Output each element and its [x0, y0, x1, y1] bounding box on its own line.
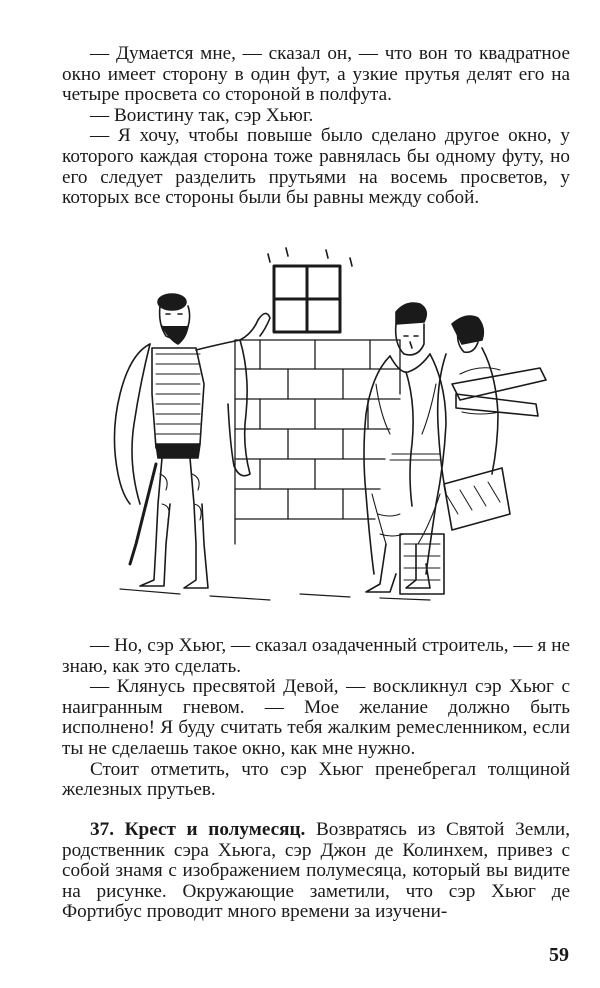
paragraph: Стоит отметить, что сэр Хьюг пренебрегал толщиной железных прутьев. [62, 758, 570, 801]
servant-figure [438, 316, 546, 530]
text-block-problem [62, 820, 570, 923]
builder-figure [364, 303, 446, 592]
problem-text: Возвратясь из Святой Земли, родственник сэра Хьюга, сэр Джон де Колинхем, привез с собой знамя с изображением полумесяца, который вы видите на рисунке. Окружающие заметили, что сэр Хьюг де Фортибус проводит много времени за изучени- [62, 819, 571, 923]
paragraph: — Я хочу, чтобы повыше было сделано другое окно, у которого каждая сторона тоже равнялась бы одному футу, но его следует разделить прутьями на восемь просветов, у которых все стороны были бы равны между собой. [62, 125, 570, 209]
paragraph: — Думается мне, — сказал он, — что вон то квадратное окно имеет сторону в один фут, а узкие прутья делят его на четыре просвета со стороной в полфута. [62, 43, 570, 106]
brick-wall [235, 340, 400, 544]
paragraph: — Но, сэр Хьюг, — сказал озадаченный строитель, — я не знаю, как это сделать. [62, 635, 570, 677]
barred-window [268, 248, 352, 332]
text-block-top [62, 44, 570, 209]
paragraph: — Воистину так, сэр Хьюг. [90, 104, 314, 126]
problem-paragraph [62, 820, 570, 923]
stone-block [400, 534, 444, 594]
page-number: 59 [549, 944, 569, 966]
paragraph: — Клянусь пресвятой Девой, — воскликнул сэр Хьюг с наигранным гневом. — Мое желание должно быть исполнено! Я буду считать тебя жалким ремесленником, если ты не сделаешь такое окно, как мне нужно. [62, 676, 570, 759]
knight-and-builder-illustration [100, 244, 550, 614]
ground-lines [120, 589, 430, 600]
text-block-middle [62, 636, 570, 801]
knight-figure [114, 294, 270, 588]
problem-title: 37. Крест и полумесяц. [90, 819, 306, 840]
